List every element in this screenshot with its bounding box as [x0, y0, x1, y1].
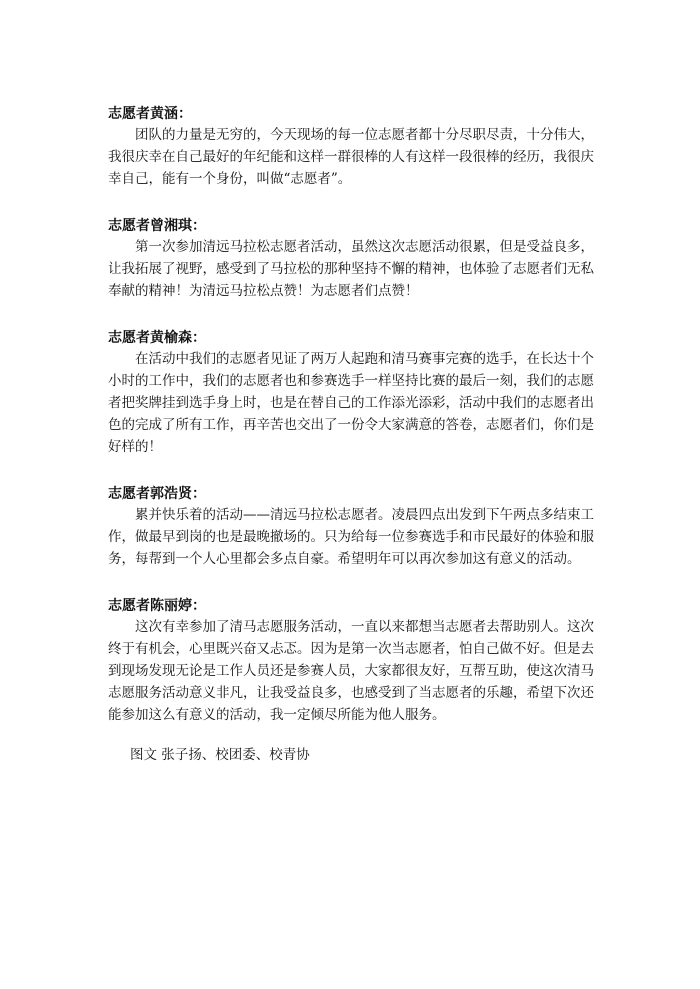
testimonial-text: 这次有幸参加了清马志愿服务活动，一直以来都想当志愿者去帮助别人。这次终于有机会，心里既兴奋又忐忑。因为是第一次当志愿者，怕自己做不好。但是去到现场发现无论是工作人员还是参赛人员，大家都很友好，互帮互助，使这次清马志愿服务活动意义非凡，让我受益良多，也感受到了当志愿者的乐趣，希望下次还能参加这么有意义的活动，我一定倾尽所能为他人服务。: [108, 619, 594, 723]
testimonial-huang-han: [108, 104, 594, 190]
testimonial-text: 团队的力量是无穷的，今天现场的每一位志愿者都十分尽职尽责，十分伟大，我很庆幸在自己最好的年纪能和这样一群很棒的人有这样一段很棒的经历，我很庆幸自己，能有一个身份，叫做“志愿者”。: [108, 127, 594, 187]
document-body: [108, 104, 594, 766]
volunteer-name: 志愿者陈丽婷：: [108, 598, 206, 614]
volunteer-name: 志愿者曾湘琪：: [108, 218, 206, 234]
testimonial-zeng-xiangqi: [108, 216, 594, 302]
testimonial-text: 在活动中我们的志愿者见证了两万人起跑和清马赛事完赛的选手，在长达十个小时的工作中，我们的志愿者也和参赛选手一样坚持比赛的最后一刻，我们的志愿者把奖牌挂到选手身上时，也是在替自己的工作添光添彩，活动中我们的志愿者出色的完成了所有工作，再辛苦也交出了一份令大家满意的答卷，志愿者们，你们是好样的！: [108, 351, 594, 455]
volunteer-name: 志愿者黄涵：: [108, 106, 192, 122]
volunteer-name: 志愿者郭浩贤：: [108, 486, 206, 502]
testimonial-guo-haoxian: [108, 484, 594, 570]
testimonial-huang-yusen: [108, 328, 594, 458]
testimonial-chen-liting: [108, 596, 594, 726]
volunteer-name: 志愿者黄榆森：: [108, 330, 206, 346]
photo-credit: 图文 张子扬、校团委、校青协: [130, 747, 310, 763]
testimonial-text: 累并快乐着的活动——清远马拉松志愿者。凌晨四点出发到下午两点多结束工作，做最早到岗的也是最晚撤场的。只为给每一位参赛选手和市民最好的体验和服务，每帮到一个人心里都会多点自豪。希望明年可以再次参加这有意义的活动。: [108, 507, 594, 567]
testimonial-text: 第一次参加清远马拉松志愿者活动，虽然这次志愿活动很累，但是受益良多，让我拓展了视野，感受到了马拉松的那种坚持不懈的精神，也体验了志愿者们无私奉献的精神！为清远马拉松点赞！为志愿者们点赞！: [108, 239, 594, 299]
